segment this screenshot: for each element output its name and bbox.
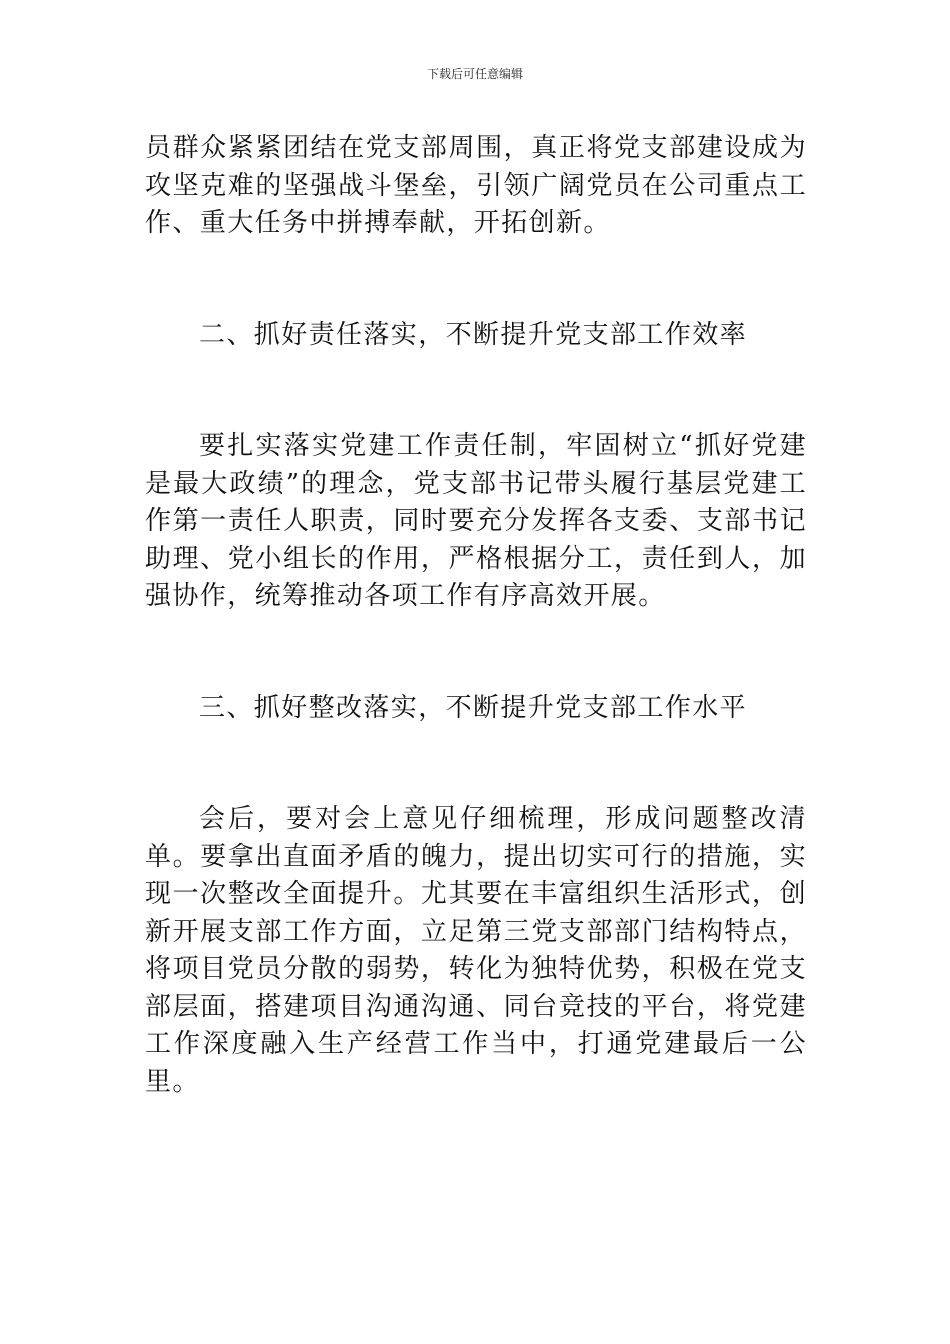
paragraph-spacer	[145, 354, 807, 428]
document-body	[145, 130, 807, 1101]
paragraph-rectification: 会后，要对会上意见仔细梳理，形成问题整改清单。要拿出直面矛盾的魄力，提出切实可行的措施，实现一次整改全面提升。尤其要在丰富组织生活形式，创新开展支部工作方面，立足第三党支部部门结构特点，将项目党员分散的弱势，转化为独特优势，积极在党支部层面，搭建项目沟通沟通、同台竞技的平台，将党建工作深度融入生产经营工作当中，打通党建最后一公里。	[145, 804, 807, 1097]
paragraph-spacer	[145, 243, 807, 317]
paragraph-spacer	[145, 727, 807, 801]
section-heading-3: 三、抓好整改落实，不断提升党支部工作水平	[199, 692, 748, 723]
header-note: 下载后可任意编辑	[426, 67, 523, 81]
paragraph-responsibility: 要扎实落实党建工作责任制，牢固树立“抓好党建是最大政绩”的理念，党支部书记带头履行基层党建工作第一责任人职责，同时要充分发挥各支委、支部书记助理、党小组长的作用，严格根据分工，责任到人，加强协作，统筹推动各项工作有序高效开展。	[145, 431, 807, 611]
paragraph-spacer	[145, 616, 807, 690]
paragraph-continuation: 员群众紧紧团结在党支部周围，真正将党支部建设成为攻坚克难的坚强战斗堡垒，引领广阔党员在公司重点工作、重大任务中拼搏奉献，开拓创新。	[145, 133, 807, 238]
section-heading-2: 二、抓好责任落实，不断提升党支部工作效率	[199, 319, 748, 350]
